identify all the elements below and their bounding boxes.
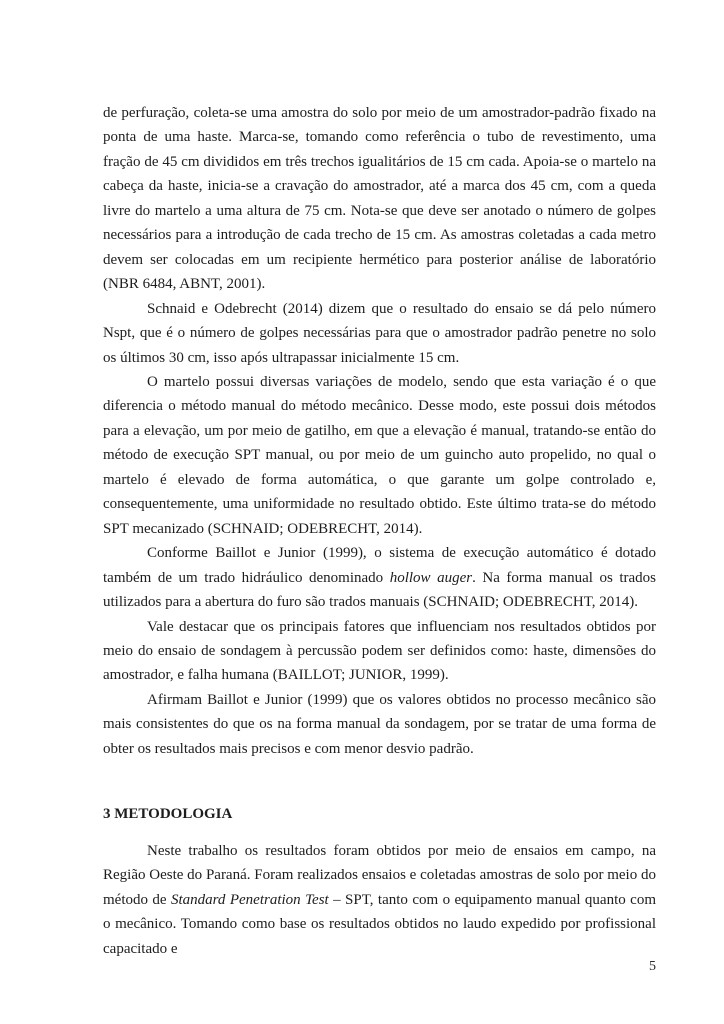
paragraph-4-text-end: . Na forma manual os trados utilizados para a abertura do furo são trados manuais (SCHNAID; ODEBRECHT, 2014). bbox=[103, 569, 656, 611]
paragraph-7 bbox=[103, 839, 656, 961]
paragraph-4-text: Conforme Baillot e Junior (1999), o sistema de execução automático é dotado também de um trado hidráulico denominado bbox=[103, 545, 656, 586]
paragraph-4 bbox=[103, 541, 656, 614]
page-number: 5 bbox=[649, 959, 656, 974]
paragraph-7-text-end: – SPT, tanto com o equipamento manual quanto com o mecânico. Tomando como base os resultados obtidos no laudo expedido por profissional capacitado e bbox=[103, 891, 656, 957]
page-body bbox=[103, 101, 656, 961]
paragraph-5: Vale destacar que os principais fatores que influenciam nos resultados obtidos por meio do ensaio de sondagem à percussão podem ser definidos como: haste, dimensões do amostrador, e falha humana (BAILLOT; JUNIOR, 1999). bbox=[103, 618, 656, 684]
italic-term-hollow-auger: hollow auger bbox=[389, 569, 473, 586]
section-heading-metodologia: 3 METODOLOGIA bbox=[103, 806, 233, 823]
paragraph-3: O martelo possui diversas variações de modelo, sendo que esta variação é o que diferencia o método manual do método mecânico. Desse modo, este possui dois métodos para a elevação, um por meio de gatilho, em que a elevação é manual, tratando-se então do método de execução SPT manual, ou por meio de um guincho auto propelido, no qual o martelo é elevado de forma automática, o que garante um golpe controlado e, consequentemente, uma uniformidade no resultado obtido. Este último trata-se do método SPT mecanizado (SCHNAID; ODEBRECHT, 2014). bbox=[103, 373, 656, 537]
paragraph-2: Schnaid e Odebrecht (2014) dizem que o resultado do ensaio se dá pelo número Nspt, que é o número de golpes necessárias para que o amostrador padrão penetre no solo os últimos 30 cm, isso após ultrapassar inicialmente 15 cm. bbox=[103, 300, 656, 366]
paragraph-1: de perfuração, coleta-se uma amostra do solo por meio de um amostrador-padrão fixado na ponta de uma haste. Marca-se, tomando como referência o tubo de revestimento, uma fração de 45 cm divididos em três trechos igualitários de 15 cm cada. Apoia-se o martelo na cabeça da haste, inicia-se a cravação do amostrador, até a marca dos 45 cm, com a queda livre do martelo a uma altura de 75 cm. Nota-se que deve ser anotado o número de golpes necessários para a introdução de cada trecho de 15 cm. As amostras coletadas a cada metro devem ser colocadas em um recipiente hermético para posterior análise de laboratório (NBR 6484, ABNT, 2001). bbox=[103, 105, 656, 293]
paragraph-7-text: Neste trabalho os resultados foram obtidos por meio de ensaios em campo, na Região Oeste do Paraná. Foram realizados ensaios e coletadas amostras de solo por meio do método de bbox=[103, 842, 656, 908]
italic-term-standard-penetration-test: Standard Penetration Test bbox=[170, 891, 329, 908]
paragraph-6: Afirmam Baillot e Junior (1999) que os valores obtidos no processo mecânico são mais consistentes do que os na forma manual da sondagem, por se tratar de uma forma de obter os resultados mais precisos e com menor desvio padrão. bbox=[103, 691, 656, 757]
